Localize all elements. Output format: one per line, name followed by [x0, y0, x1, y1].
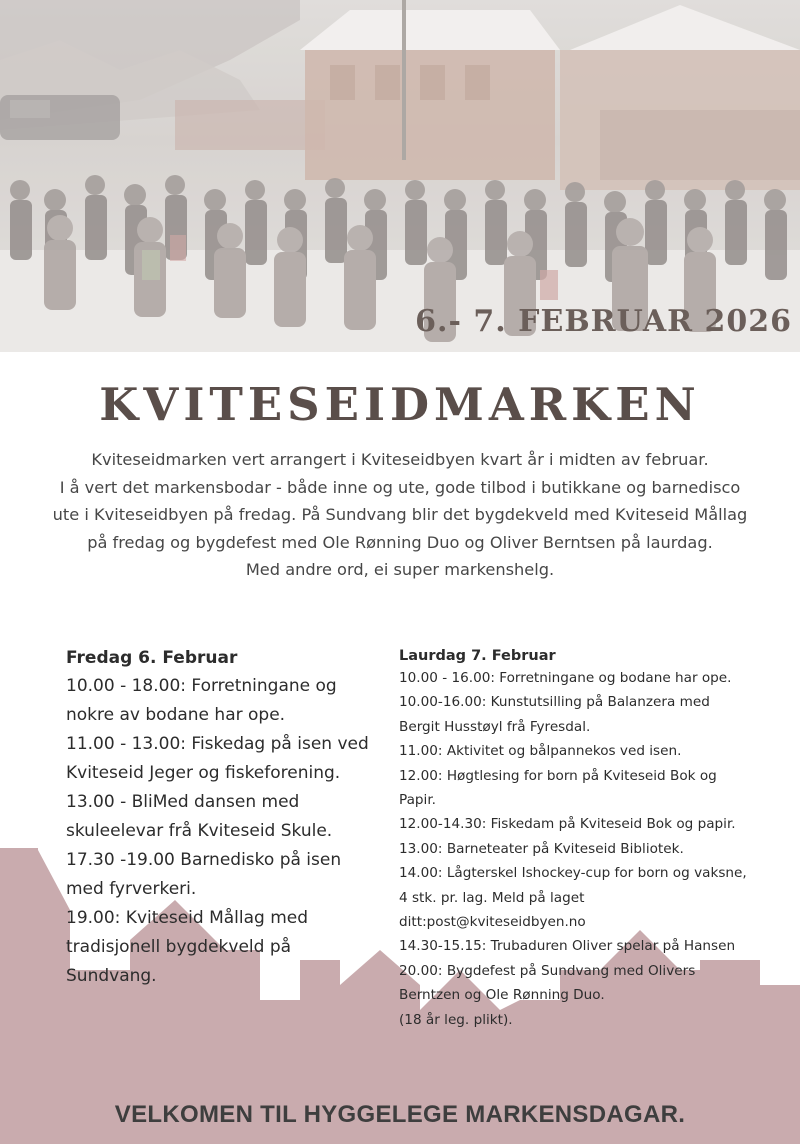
- program-line: 10.00 - 18.00: Forretningane og: [66, 676, 337, 696]
- program-line: (18 år leg. plikt).: [399, 1011, 513, 1028]
- crowd-scene-illustration: [0, 0, 800, 352]
- saturday-heading: Laurdag 7. Februar: [399, 648, 556, 664]
- hero-photo: [0, 0, 800, 352]
- program-line: tradisjonell bygdekveld på: [66, 937, 292, 957]
- program-line: 10.00-16.00: Kunstutsilling på Balanzera med: [399, 694, 710, 711]
- program-line: 11.00 - 13.00: Fiskedag på isen ved: [66, 734, 369, 754]
- program-line: 20.00: Bygdefest på Sundvang med Olivers: [399, 962, 696, 979]
- saturday-program: [399, 648, 794, 1032]
- event-date: 6.- 7. FEBRUAR 2026: [415, 304, 792, 339]
- program-line: 11.00: Aktivitet og bålpannekos ved isen.: [399, 743, 682, 760]
- program-line: 14.00: Lågterskel Ishockey-cup for born og vaksne,: [399, 865, 747, 882]
- program-line: Sundvang.: [66, 966, 157, 986]
- program-line: 13.00: Barneteater på Kviteseid Bibliotek.: [399, 840, 684, 857]
- program-line: 10.00 - 16.00: Forretningane og bodane har ope.: [399, 670, 732, 686]
- program-line: Papir.: [399, 792, 436, 809]
- page-title: KVITESEIDMARKEN: [99, 378, 701, 431]
- program-line: 14.30-15.15: Trubaduren Oliver spelar på Hansen: [399, 938, 736, 955]
- friday-heading: Fredag 6. Februar: [66, 648, 238, 668]
- program-line: 13.00 - BliMed dansen med: [66, 792, 300, 812]
- intro-line: Med andre ord, ei super markenshelg.: [245, 560, 555, 579]
- program-line: Bergit Husstøyl frå Fyresdal.: [399, 718, 591, 735]
- program-line: nokre av bodane har ope.: [66, 705, 286, 725]
- intro-line: Kviteseidmarken vert arrangert i Kviteseidbyen kvart år i midten av februar.: [91, 450, 709, 469]
- program-line: 17.30 -19.00 Barnedisko på isen: [66, 850, 342, 870]
- program-line: 19.00: Kviteseid Mållag med: [66, 908, 309, 928]
- contact-email[interactable]: ditt:post@kviteseidbyen.no: [399, 914, 586, 931]
- program-line: 12.00-14.30: Fiskedam på Kviteseid Bok og papir.: [399, 816, 736, 833]
- intro-line: I å vert det markensbodar - både inne og ute, gode tilbod i butikkane og barnedisco: [59, 477, 741, 497]
- friday-program: [66, 648, 369, 991]
- program-line: 4 stk. pr. lag. Meld på laget: [399, 889, 585, 906]
- program-line: Kviteseid Jeger og fiskeforening.: [66, 763, 341, 783]
- intro-line: ute i Kviteseidbyen på fredag. På Sundvang blir det bygdekveld med Kviteseid Mållag: [52, 505, 748, 524]
- program-line: skuleelevar frå Kviteseid Skule.: [66, 821, 333, 841]
- intro-line: på fredag og bygdefest med Ole Rønning Duo og Oliver Berntsen på laurdag.: [87, 532, 713, 552]
- program-line: med fyrverkeri.: [66, 879, 197, 899]
- footer-welcome: VELKOMEN TIL HYGGELEGE MARKENSDAGAR.: [114, 1101, 686, 1128]
- program-line: Berntzen og Ole Rønning Duo.: [399, 987, 605, 1004]
- program-line: 12.00: Høgtlesing for born på Kviteseid Bok og: [399, 767, 717, 784]
- intro-text: [10, 446, 790, 584]
